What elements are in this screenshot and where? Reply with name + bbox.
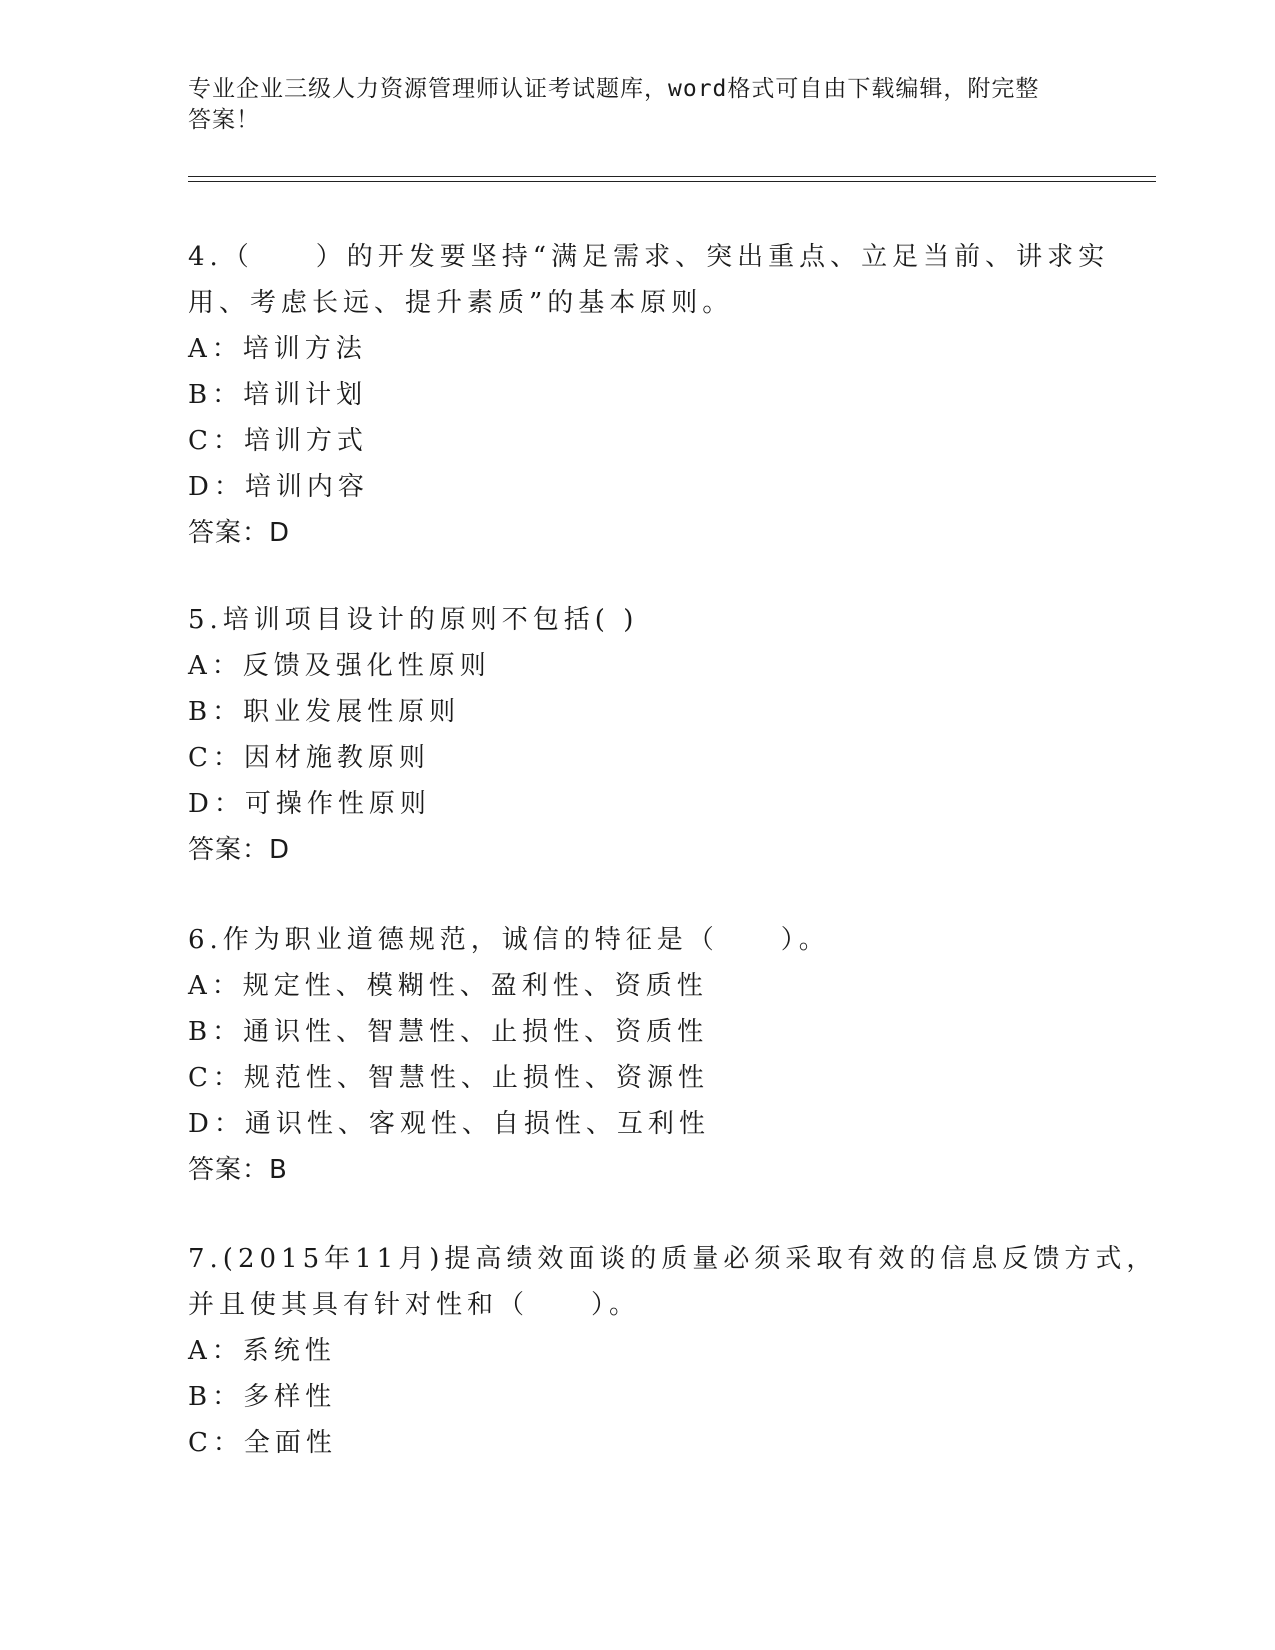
- option-b: B：多样性: [188, 1382, 337, 1412]
- answer: 答案：D: [188, 835, 291, 865]
- question-stem: 4.（ ）的开发要坚持“满足需求、突出重点、立足当前、讲求实: [188, 242, 1110, 272]
- option-c: C：培训方式: [188, 426, 368, 456]
- question-stem: 5.培训项目设计的原则不包括( ): [188, 605, 639, 635]
- question-5: [188, 597, 1088, 873]
- question-4: [188, 234, 1110, 556]
- option-a: A：系统性: [188, 1336, 336, 1366]
- answer: 答案：B: [188, 1155, 288, 1185]
- document-header: [188, 74, 1088, 136]
- header-line-2: 答案！: [188, 107, 260, 133]
- question-stem: 6.作为职业道德规范，诚信的特征是（ ）。: [188, 925, 830, 955]
- option-c: C：规范性、智慧性、止损性、资源性: [188, 1063, 709, 1093]
- option-b: B：职业发展性原则: [188, 697, 461, 727]
- option-b: B：通识性、智慧性、止损性、资质性: [188, 1017, 709, 1047]
- question-stem: 7.(2015年11月)提高绩效面谈的质量必须采取有效的信息反馈方式，: [188, 1244, 1158, 1274]
- header-divider-bottom: [188, 181, 1156, 182]
- option-a: A：规定性、模糊性、盈利性、资质性: [188, 971, 708, 1001]
- question-stem: 用、考虑长远、提升素质”的基本原则。: [188, 288, 734, 318]
- question-stem: 并且使其具有针对性和（ ）。: [188, 1290, 641, 1320]
- option-a: A：反馈及强化性原则: [188, 651, 491, 681]
- option-b: B：培训计划: [188, 380, 368, 410]
- option-c: C：全面性: [188, 1428, 337, 1458]
- option-d: D：可操作性原则: [188, 789, 431, 819]
- answer: 答案：D: [188, 518, 291, 548]
- option-d: D：培训内容: [188, 472, 369, 502]
- question-7: [188, 1236, 1158, 1466]
- question-6: [188, 917, 1088, 1193]
- header-divider-top: [188, 176, 1156, 177]
- option-c: C：因材施教原则: [188, 743, 430, 773]
- option-a: A：培训方法: [188, 334, 367, 364]
- header-line-1: 专业企业三级人力资源管理师认证考试题库，word格式可自由下载编辑，附完整: [188, 76, 1040, 102]
- option-d: D：通识性、客观性、自损性、互利性: [188, 1109, 710, 1139]
